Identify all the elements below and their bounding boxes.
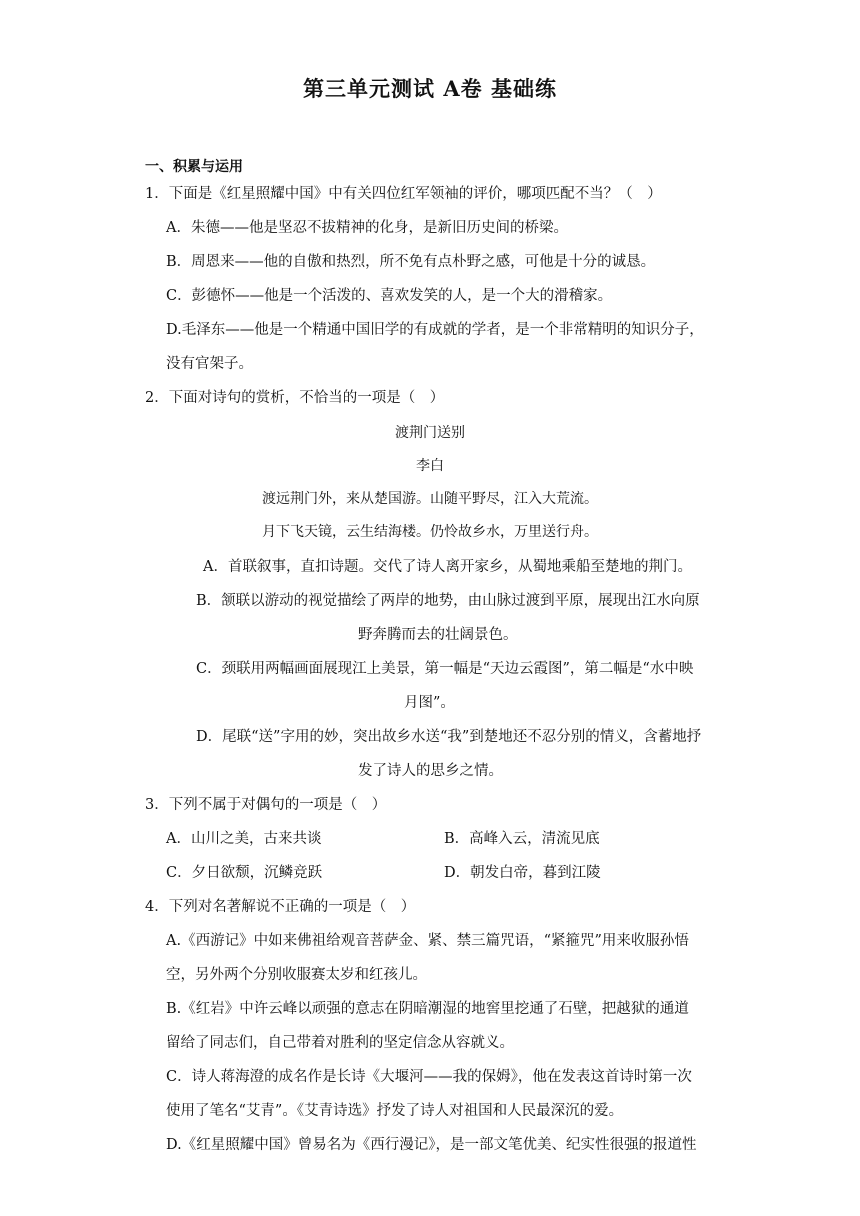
question-3-stem: 3．下列不属于对偶句的一项是（ ） (145, 797, 387, 813)
question-1-option-b: B．周恩来——他的自傲和热烈，所不免有点朴野之感，可他是十分的诚恳。 (166, 254, 656, 270)
page-title: 第三单元测试 A卷 基础练 (303, 76, 557, 101)
question-3-option-a: A．山川之美，古来共谈 (166, 831, 322, 847)
question-2-option-b: B．颔联以游动的视觉描绘了两岸的地势，由山脉过渡到平原，展现出江水向原 (196, 593, 700, 609)
poem-author: 李白 (416, 458, 444, 474)
question-4-stem: 4．下列对名著解说不正确的一项是（ ） (145, 899, 416, 915)
question-4-option-a-cont: 空，另外两个分别收服赛太岁和红孩儿。 (166, 967, 427, 983)
question-3-option-c: C．夕日欲颓，沉鳞竞跃 (166, 865, 323, 881)
question-4-option-b-cont: 留给了同志们，自己带着对胜利的坚定信念从容就义。 (166, 1035, 514, 1051)
question-1-option-d: D.毛泽东——他是一个精通中国旧学的有成就的学者，是一个非常精明的知识分子， (166, 322, 704, 338)
section-heading: 一、积累与运用 (145, 159, 243, 175)
question-2-option-c: C．颈联用两幅画面展现江上美景，第一幅是“天边云霞图”，第二幅是“水中映 (196, 661, 694, 677)
poem-line-2: 月下飞天镜，云生结海楼。仍怜故乡水，万里送行舟。 (262, 524, 598, 540)
question-1-option-c: C．彭德怀——他是一个活泼的、喜欢发笑的人，是一个大的滑稽家。 (166, 288, 613, 304)
question-4-option-b: B.《红岩》中许云峰以顽强的意志在阴暗潮湿的地窖里挖通了石壁，把越狱的通道 (166, 1001, 689, 1017)
question-2-option-a: A．首联叙事，直扣诗题。交代了诗人离开家乡，从蜀地乘船至楚地的荆门。 (203, 559, 692, 575)
question-2-stem: 2．下面对诗句的赏析，不恰当的一项是（ ） (145, 390, 445, 406)
question-3-option-d: D．朝发白帝，暮到江陵 (444, 865, 601, 881)
question-4-option-c-cont: 使用了笔名“艾青”。《艾青诗选》抒发了诗人对祖国和人民最深沉的爱。 (166, 1103, 624, 1119)
question-1-option-d-cont: 没有官架子。 (166, 356, 253, 372)
question-4-option-a: A.《西游记》中如来佛祖给观音菩萨金、紧、禁三篇咒语，“紧箍咒”用来收服孙悟 (166, 933, 689, 949)
question-1-stem: 1．下面是《红星照耀中国》中有关四位红军领袖的评价，哪项匹配不当？（ ） (145, 186, 662, 202)
poem-line-1: 渡远荆门外，来从楚国游。山随平野尽，江入大荒流。 (262, 491, 598, 507)
question-1-option-a: A．朱德——他是坚忍不拔精神的化身，是新旧历史间的桥梁。 (166, 220, 568, 236)
question-4-option-d: D.《红星照耀中国》曾易名为《西行漫记》，是一部文笔优美、纪实性很强的报道性 (166, 1137, 697, 1153)
question-2-option-b-cont: 野奔腾而去的壮阔景色。 (358, 627, 518, 643)
question-2-option-c-cont: 月图”。 (404, 695, 455, 711)
question-2-option-d-cont: 发了诗人的思乡之情。 (358, 763, 503, 779)
poem-title: 渡荆门送别 (395, 425, 465, 441)
question-2-option-d: D．尾联“送”字用的妙，突出故乡水送“我”到楚地还不忍分别的情义，含蓄地抒 (196, 729, 702, 745)
question-4-option-c: C．诗人蒋海澄的成名作是长诗《大堰河——我的保姆》，他在发表这首诗时第一次 (166, 1069, 692, 1085)
question-3-option-b: B．高峰入云，清流见底 (444, 831, 600, 847)
